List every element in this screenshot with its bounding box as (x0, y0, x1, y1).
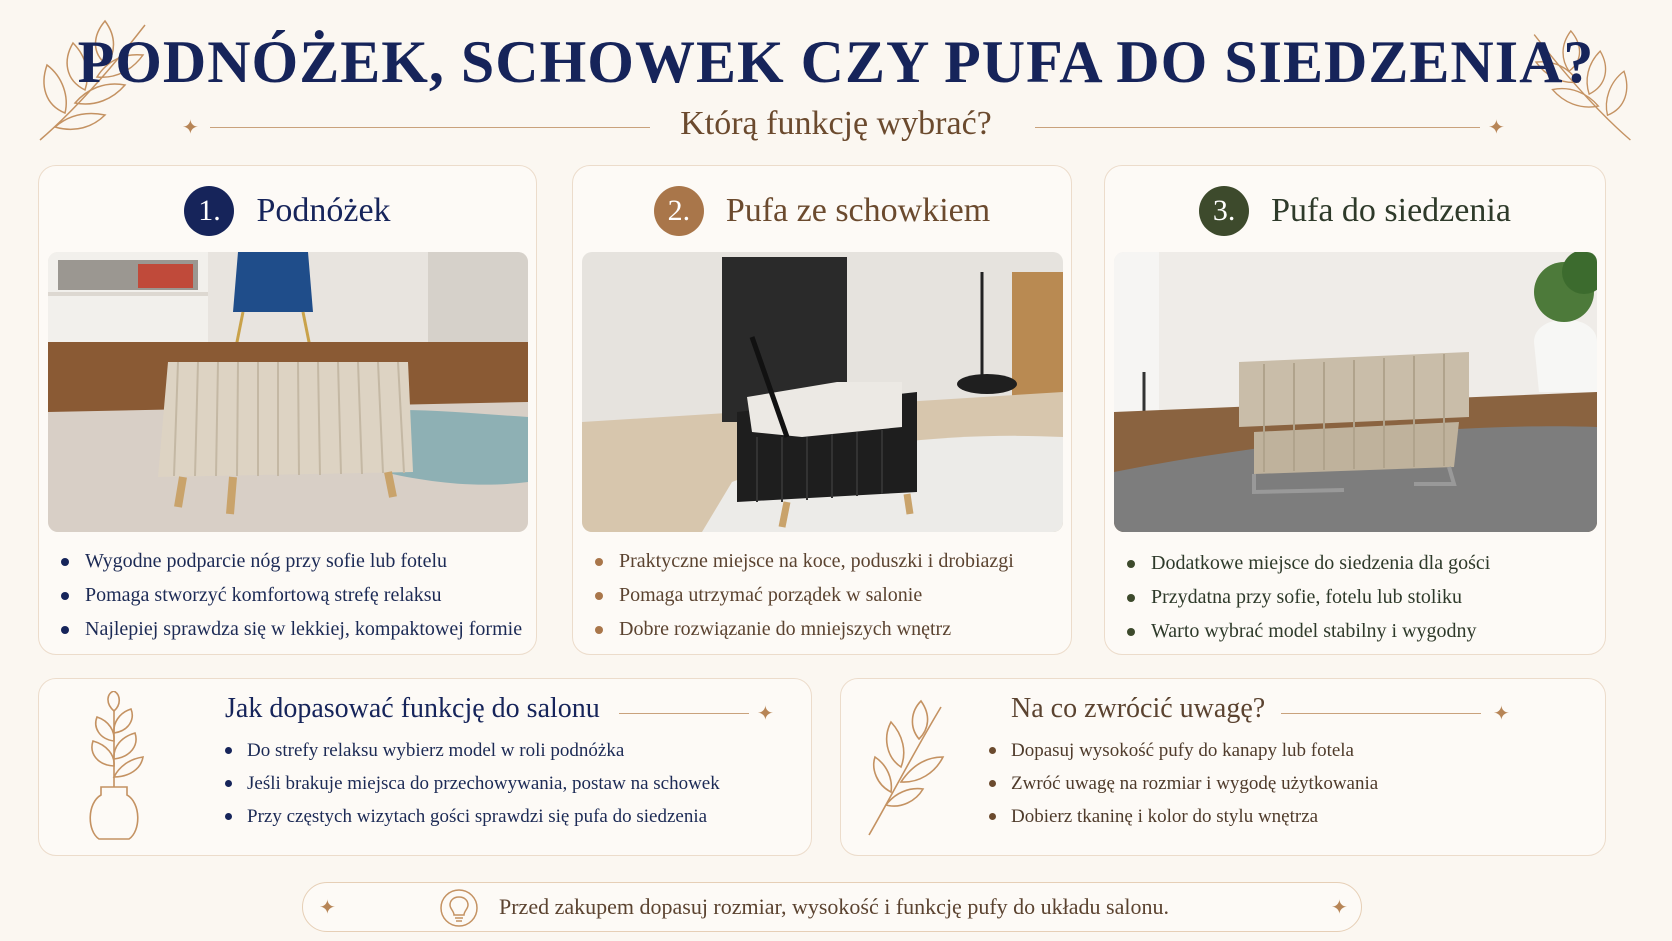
card-number: 3. (1199, 186, 1249, 236)
seating-pouf-photo (1114, 252, 1597, 532)
card-storage-pouf (572, 165, 1072, 655)
card-footrest (38, 165, 537, 655)
sparkle-icon: ✦ (1488, 115, 1505, 139)
card-header (573, 184, 1071, 238)
list-item: Zwróć uwagę na rozmiar i wygodę użytkowania (989, 767, 1378, 800)
divider-line (1035, 127, 1480, 128)
list-item: Pomaga utrzymać porządek w salonie (593, 578, 1014, 612)
sparkle-icon: ✦ (1493, 701, 1510, 725)
list-item: Dodatkowe miejsce do siedzenia dla gości (1125, 546, 1490, 580)
box-list (989, 734, 1378, 833)
card-title: Pufa do siedzenia (1271, 192, 1511, 229)
list-item: Dopasuj wysokość pufy do kanapy lub fotela (989, 734, 1378, 767)
match-function-box (38, 678, 812, 856)
divider-line (1281, 713, 1481, 714)
box-title: Na co zwrócić uwagę? (1011, 693, 1266, 724)
card-bullets (1125, 546, 1490, 648)
footer-tip-text: Przed zakupem dopasuj rozmiar, wysokość i funkcję pufy do układu salonu. (499, 894, 1169, 919)
sparkle-icon: ✦ (319, 895, 336, 919)
card-header (1105, 184, 1605, 238)
card-seating-pouf (1104, 165, 1606, 655)
footer-tip (302, 882, 1362, 932)
list-item: Wygodne podparcie nóg przy sofie lub fotelu (59, 544, 522, 578)
list-item: Przy częstych wizytach gości sprawdzi się pufa do siedzenia (225, 800, 720, 833)
lightbulb-icon (439, 888, 479, 928)
attention-box (840, 678, 1606, 856)
list-item: Pomaga stworzyć komfortową strefę relaksu (59, 578, 522, 612)
page-title: PODNÓŻEK, SCHOWEK CZY PUFA DO SIEDZENIA? (77, 29, 1595, 95)
list-item: Dobre rozwiązanie do mniejszych wnętrz (593, 612, 1014, 646)
card-number: 1. (184, 186, 234, 236)
card-title: Pufa ze schowkiem (725, 192, 991, 229)
list-item: Jeśli brakuje miejsca do przechowywania, postaw na schowek (225, 767, 720, 800)
card-bullets (593, 544, 1014, 646)
leaf-branch-icon (861, 697, 951, 837)
list-item: Najlepiej sprawdza się w lekkiej, kompaktowej formie (59, 612, 522, 646)
footrest-photo (48, 252, 528, 532)
vase-plant-icon (69, 691, 159, 841)
box-title: Jak dopasować funkcję do salonu (225, 693, 600, 724)
divider-line (619, 713, 749, 714)
sparkle-icon: ✦ (182, 115, 199, 139)
sparkle-icon: ✦ (757, 701, 774, 725)
card-title: Podnóżek (256, 192, 391, 229)
list-item: Dobierz tkaninę i kolor do stylu wnętrza (989, 800, 1378, 833)
storage-pouf-photo (582, 252, 1063, 532)
card-bullets (59, 544, 522, 646)
card-number: 2. (654, 186, 704, 236)
list-item: Praktyczne miejsce na koce, poduszki i drobiazgi (593, 544, 1014, 578)
list-item: Warto wybrać model stabilny i wygodny (1125, 614, 1490, 648)
list-item: Przydatna przy sofie, fotelu lub stoliku (1125, 580, 1490, 614)
box-list (225, 734, 720, 833)
sparkle-icon: ✦ (1331, 895, 1348, 919)
page-subtitle: Którą funkcję wybrać? (680, 105, 992, 142)
subtitle-row (0, 105, 1672, 145)
card-header (39, 184, 536, 238)
list-item: Do strefy relaksu wybierz model w roli podnóżka (225, 734, 720, 767)
